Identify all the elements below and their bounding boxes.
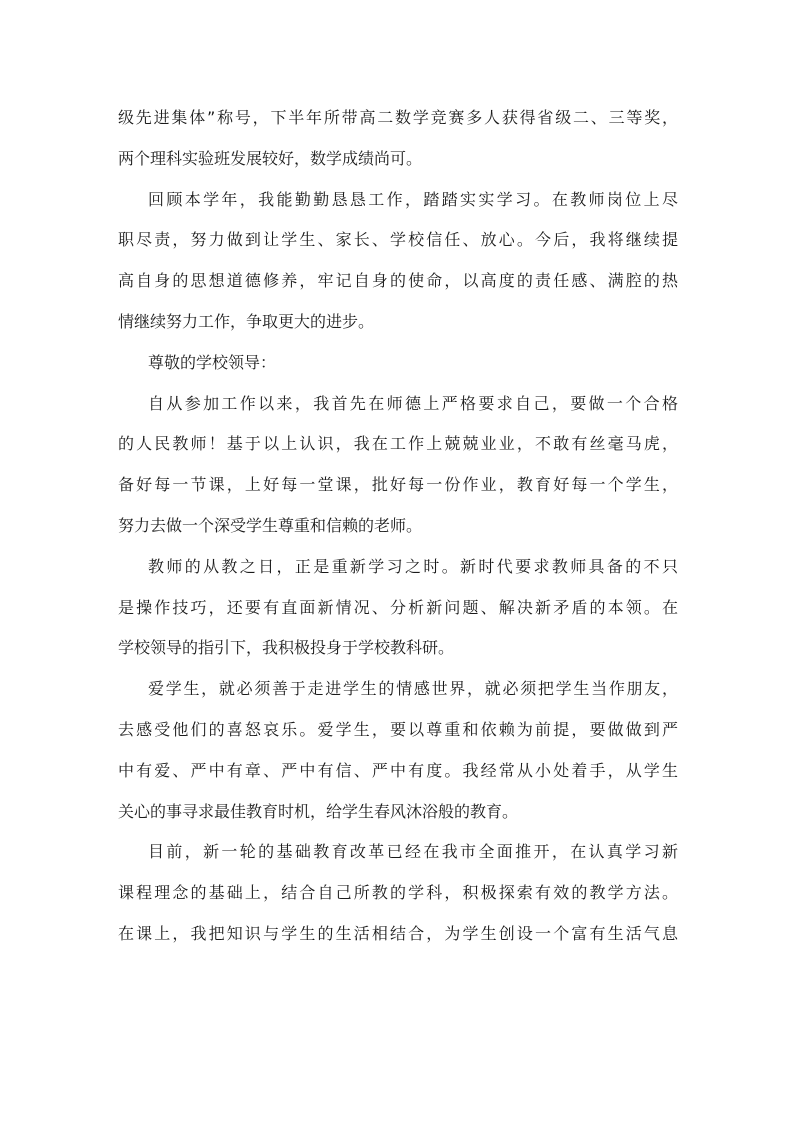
- text-line: 目前，新一轮的基础教育改革已经在我市全面推开，在认真学习新: [148, 842, 678, 862]
- text-line: 级先进集体”称号，下半年所带高二数学竞赛多人获得省级二、三等奖，: [118, 108, 678, 127]
- document-body: [118, 98, 678, 955]
- text-line: 的人民教师！基于以上认识，我在工作上兢兢业业，不敢有丝毫马虎，: [118, 434, 678, 454]
- text-line: 教师的从教之日，正是重新学习之时。新时代要求教师具备的不只: [148, 556, 678, 576]
- text-line: 中有爱、严中有章、严中有信、严中有度。我经常从小处着手，从学生: [118, 760, 678, 780]
- text-line: 回顾本学年，我能勤勤恳恳工作，踏踏实实学习。在教师岗位上尽: [148, 189, 678, 209]
- text-line: 学校领导的指引下，我积极投身于学校教科研。: [118, 638, 455, 658]
- text-line: 自从参加工作以来，我首先在师德上严格要求自己，要做一个合格: [148, 393, 678, 413]
- text-line: 尊敬的学校领导：: [148, 352, 277, 372]
- text-line: 努力去做一个深受学生尊重和信赖的老师。: [118, 515, 423, 535]
- text-line: 课程理念的基础上，结合自己所教的学科，积极探索有效的教学方法。: [118, 883, 678, 903]
- text-line: 情继续努力工作，争取更大的进步。: [118, 311, 375, 331]
- text-line: 是操作技巧，还要有直面新情况、分析新问题、解决新矛盾的本领。在: [118, 597, 678, 617]
- text-line: 爱学生，就必须善于走进学生的情感世界，就必须把学生当作朋友，: [148, 679, 678, 699]
- text-line: 两个理科实验班发展较好，数学成绩尚可。: [118, 148, 423, 168]
- text-line: 职尽责，努力做到让学生、家长、学校信任、放心。今后，我将继续提: [118, 230, 678, 250]
- text-line: 备好每一节课，上好每一堂课，批好每一份作业，教育好每一个学生，: [118, 475, 678, 495]
- text-line: 在课上，我把知识与学生的生活相结合，为学生创设一个富有生活气息: [118, 923, 678, 943]
- text-line: 高自身的思想道德修养，牢记自身的使命，以高度的责任感、满腔的热: [118, 271, 678, 291]
- text-line: 去感受他们的喜怒哀乐。爱学生，要以尊重和依赖为前提，要做做到严: [118, 719, 678, 739]
- text-line: 关心的事寻求最佳教育时机，给学生春风沐浴般的教育。: [118, 801, 519, 821]
